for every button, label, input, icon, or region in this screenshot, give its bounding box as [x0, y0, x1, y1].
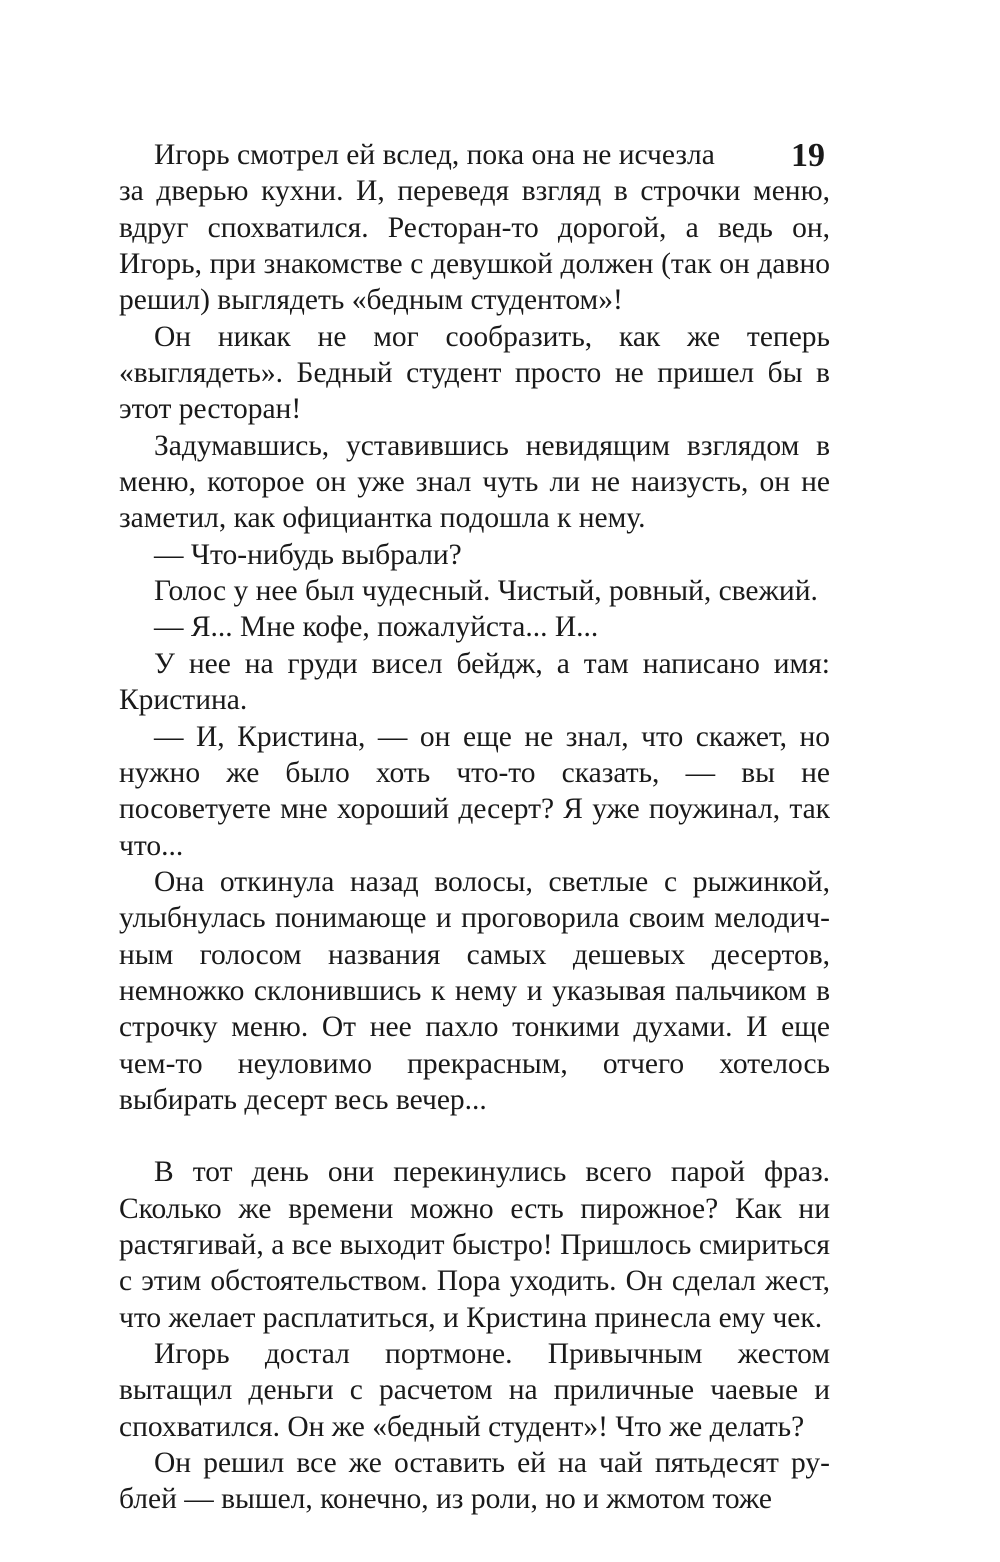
- paragraph: Игорь смотрел ей вслед, пока она не исчезла: [154, 139, 715, 171]
- section-break: [119, 1118, 830, 1154]
- paragraph: Голос у нее был чудесный. Чистый, ровный, свежий.: [154, 575, 818, 608]
- book-text: [119, 137, 830, 1518]
- dialogue-line: — И, Кристина, — он еще не знал, что скажет, но нужно же было хоть что-то сказать, — вы не посоветуете мне хороший десерт? Я уже поужинал, так что...: [119, 720, 830, 862]
- dialogue-line: — Я... Мне кофе, пожалуйста... И...: [154, 611, 599, 644]
- paragraph: У нее на груди висел бейдж, а там написано имя: Кристина.: [119, 647, 830, 717]
- paragraph: В тот день они перекинулись всего парой фраз. Сколько же времени можно есть пирожное? Как ни растягивай, а все выходит быстро! Пришлось смириться с этим обстоятельством. Пора уходить. Он сделал жест, что желает расплатиться, и Кристина принесла ему чек.: [119, 1156, 830, 1334]
- paragraph: за дверью кухни. И, переведя взгляд в строчки меню, вдруг спохватился. Ресторан-то дорогой, а ведь он, Игорь, при знакомстве с девушкой должен (так он давно решил) выглядеть «бедным студентом»!: [119, 175, 830, 317]
- paragraph: Он никак не мог сообразить, как же теперь «выглядеть». Бедный студент просто не пришел бы в этот ресторан!: [119, 320, 830, 426]
- page-number: 19: [791, 137, 825, 174]
- paragraph: Он решил все же оставить ей на чай пятьдесят рублей — вышел, конечно, из роли, но и жмотом тоже: [119, 1447, 830, 1516]
- paragraph: Она откинула назад волосы, светлые с рыжинкой, улыбнулась понимающе и проговорила своим мелодичным голосом названия самых дешевых десертов, немножко склонившись к нему и указывая пальчиком в строчку меню. От нее пахло тонкими духами. И еще чем-то неуловимо прекрасным, отчего хотелось выбирать десерт весь вечер...: [119, 865, 830, 1116]
- paragraph: Задумавшись, уставившись невидящим взглядом в меню, которое он уже знал чуть ли не наизусть, он не заметил, как официантка подошла к нему.: [119, 429, 830, 535]
- dialogue-line: — Что-нибудь выбрали?: [154, 538, 462, 571]
- paragraph: Игорь достал портмоне. Привычным жестом вытащил деньги с расчетом на приличные чаевые и спохватился. Он же «бедный студент»! Что же делать?: [119, 1338, 830, 1443]
